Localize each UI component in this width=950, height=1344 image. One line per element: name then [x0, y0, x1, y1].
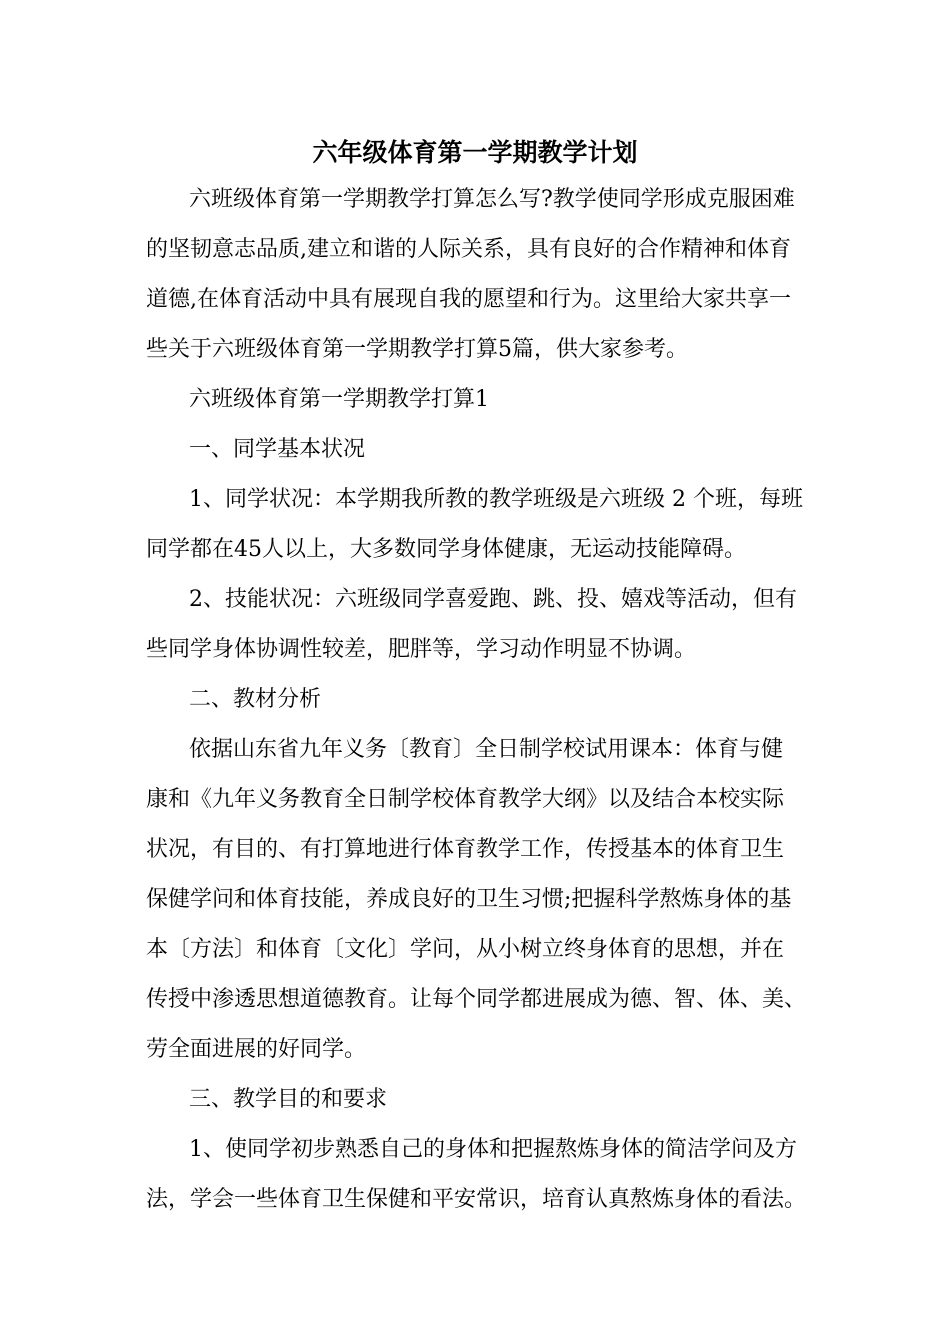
- paragraph-line: 1、同学状况：本学期我所教的教学班级是六班级 2 个班，每班: [189, 487, 803, 512]
- section-heading: 二、教材分析: [189, 687, 322, 712]
- paragraph-line: 依据山东省九年义务〔教育〕全日制学校试用课本：体育与健: [189, 737, 784, 762]
- paragraph-line: 康和《九年义务教育全日制学校体育教学大纲》以及结合本校实际: [146, 787, 785, 812]
- paragraph-line: 些同学身体协调性较差，肥胖等，学习动作明显不协调。: [146, 637, 697, 662]
- paragraph-line: 保健学问和体育技能，养成良好的卫生习惯;把握科学熬炼身体的基: [146, 887, 792, 912]
- paragraph-line: 传授中渗透思想道德教育。让每个同学都进展成为德、智、体、美、: [146, 987, 807, 1012]
- paragraph-line: 状况，有目的、有打算地进行体育教学工作，传授基本的体育卫生: [146, 837, 785, 862]
- paragraph-line: 道德,在体育活动中具有展现自我的愿望和行为。这里给大家共享一: [146, 287, 791, 312]
- section-heading: 一、同学基本状况: [189, 437, 366, 462]
- paragraph-line: 同学都在45人以上，大多数同学身体健康，无运动技能障碍。: [146, 537, 746, 562]
- document-title: 六年级体育第一学期教学计划: [312, 138, 638, 167]
- paragraph-line: 法，学会一些体育卫生保健和平安常识，培育认真熬炼身体的看法。: [146, 1187, 807, 1212]
- paragraph-line: 2、技能状况：六班级同学喜爱跑、跳、投、嬉戏等活动，但有: [189, 587, 797, 612]
- paragraph-line: 本〔方法〕和体育〔文化〕学问，从小树立终身体育的思想，并在: [146, 937, 785, 962]
- section-heading: 六班级体育第一学期教学打算1: [189, 387, 489, 412]
- paragraph-line: 劳全面进展的好同学。: [146, 1037, 367, 1062]
- paragraph-line: 1、使同学初步熟悉自己的身体和把握熬炼身体的简洁学问及方: [189, 1137, 797, 1162]
- section-heading: 三、教学目的和要求: [189, 1087, 388, 1112]
- paragraph-line: 些关于六班级体育第一学期教学打算5篇，供大家参考。: [146, 337, 688, 362]
- paragraph-line: 六班级体育第一学期教学打算怎么写?教学使同学形成克服困难: [189, 187, 795, 212]
- paragraph-line: 的坚韧意志品质,建立和谐的人际关系，具有良好的合作精神和体育: [146, 237, 791, 262]
